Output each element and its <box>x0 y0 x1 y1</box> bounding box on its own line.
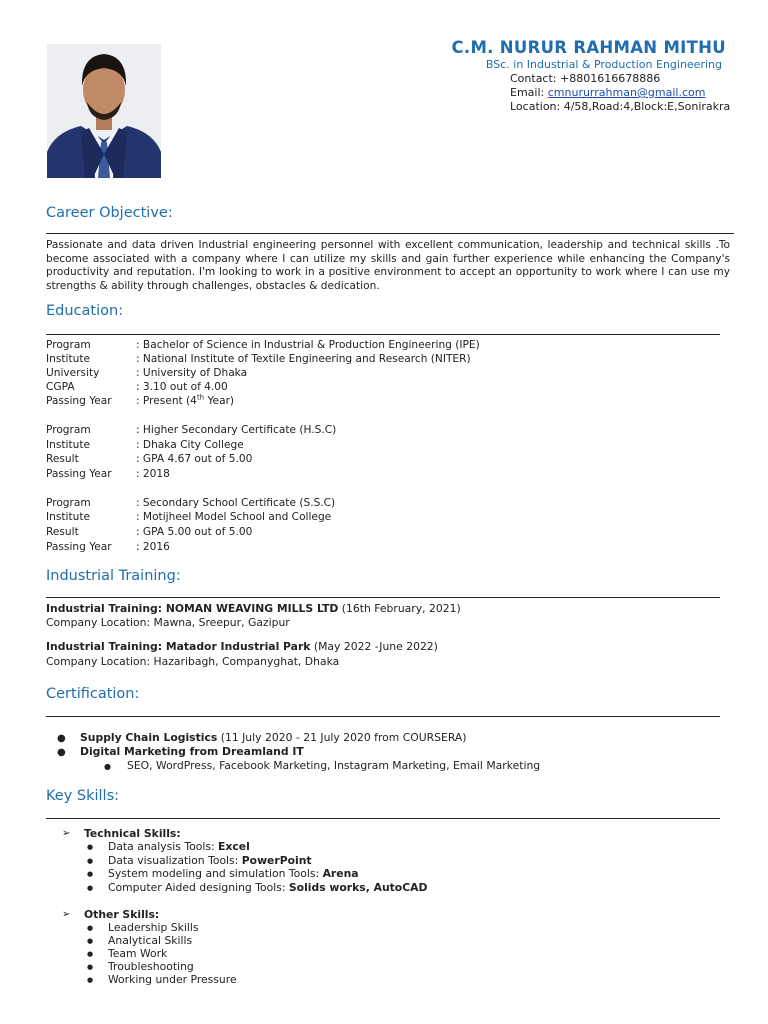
bullet-icon: ● <box>87 857 94 865</box>
edu-row: Passing Year : 2016 <box>46 541 170 553</box>
bullet-icon: ● <box>87 937 94 945</box>
edu-row: Result : GPA 4.67 out of 5.00 <box>46 453 253 465</box>
edu-row: Program : Secondary School Certificate (S.S.C) <box>46 497 336 509</box>
arrow-bullet-icon: ➢ <box>62 828 71 839</box>
contact-email <box>510 86 705 99</box>
training-location: Company Location: Hazaribagh, Companyghat, Dhaka <box>46 655 340 668</box>
edu-row: Program : Higher Secondary Certificate (H.S.C) <box>46 424 337 436</box>
skill-item: System modeling and simulation Tools: Arena <box>108 867 359 880</box>
edu-row: Result : GPA 5.00 out of 5.00 <box>46 526 253 538</box>
bullet-icon: ● <box>57 747 66 758</box>
profile-photo <box>47 44 161 178</box>
bullet-icon: ● <box>87 976 94 984</box>
career-objective-heading: Career Objective: <box>46 205 173 221</box>
email-label: Email: <box>510 86 548 99</box>
edu-row: Institute : Motijheel Model School and College <box>46 511 332 523</box>
bullet-icon: ● <box>87 870 94 878</box>
skill-item: Leadership Skills <box>108 921 199 934</box>
section-divider <box>46 233 734 234</box>
skill-item: Troubleshooting <box>108 960 194 973</box>
bullet-icon: ● <box>87 950 94 958</box>
section-divider <box>46 334 720 335</box>
bullet-icon: ● <box>87 924 94 932</box>
bullet-icon: ● <box>87 843 94 851</box>
edu-row: Passing Year : Present (4th Year) <box>46 393 235 407</box>
edu-row: Institute : National Institute of Textile Engineering and Research (NITER) <box>46 353 471 365</box>
edu-row: University : University of Dhaka <box>46 367 248 379</box>
edu-row: Program : Bachelor of Science in Industrial & Production Engineering (IPE) <box>46 339 480 351</box>
section-divider <box>46 597 720 598</box>
arrow-bullet-icon: ➢ <box>62 909 71 920</box>
key-skills-heading: Key Skills: <box>46 788 120 804</box>
contact-phone: Contact: +8801616678886 <box>510 72 661 85</box>
bullet-icon: ● <box>87 963 94 971</box>
certification-heading: Certification: <box>46 686 140 702</box>
training-location: Company Location: Mawna, Sreepur, Gazipur <box>46 616 290 629</box>
edu-row: CGPA : 3.10 out of 4.00 <box>46 381 228 393</box>
skill-item: Data analysis Tools: Excel <box>108 840 250 853</box>
skill-item: Analytical Skills <box>108 934 193 947</box>
certification-item: Supply Chain Logistics (11 July 2020 - 21 July 2020 from COURSERA) <box>80 731 467 744</box>
technical-skills-title: Technical Skills: <box>84 827 181 840</box>
skill-item: Computer Aided designing Tools: Solids works, AutoCAD <box>108 881 428 894</box>
edu-row: Institute : Dhaka City College <box>46 439 244 451</box>
candidate-name: C.M. NURUR RAHMAN MITHU <box>451 38 726 57</box>
certification-subitem: SEO, WordPress, Facebook Marketing, Instagram Marketing, Email Marketing <box>127 759 541 772</box>
email-link[interactable]: cmnururrahman@gmail.com <box>547 86 706 99</box>
skill-item: Working under Pressure <box>108 973 237 986</box>
degree-line: BSc. in Industrial & Production Engineering <box>485 58 722 71</box>
section-divider <box>46 818 720 819</box>
skill-item: Data visualization Tools: PowerPoint <box>108 854 312 867</box>
bullet-icon: ● <box>57 733 66 744</box>
skill-item: Team Work <box>108 947 168 960</box>
industrial-training-heading: Industrial Training: <box>46 568 181 584</box>
certification-item: Digital Marketing from Dreamland IT <box>80 745 304 758</box>
training-item: Industrial Training: NOMAN WEAVING MILLS LTD (16th February, 2021) <box>46 602 461 615</box>
other-skills-title: Other Skills: <box>84 908 160 921</box>
career-objective-text: Passionate and data driven Industrial engineering personnel with excellent communication, leadership and technical skills .To become associated with a company where I can utilize my skills and gain further experience while enhancing the Company's productivity and reputation. I'm looking to work in a positive environment to accept an opportunity to work where I can use my strengths & ability through challenges, obstacles & dedication. <box>46 239 730 292</box>
bullet-icon: ● <box>87 884 94 892</box>
training-item: Industrial Training: Matador Industrial Park (May 2022 -June 2022) <box>46 640 438 653</box>
edu-row: Passing Year : 2018 <box>46 468 170 480</box>
contact-location: Location: 4/58,Road:4,Block:E,Sonirakra <box>510 100 731 113</box>
section-divider <box>46 716 720 717</box>
education-heading: Education: <box>46 303 124 319</box>
bullet-icon: ● <box>104 762 111 771</box>
